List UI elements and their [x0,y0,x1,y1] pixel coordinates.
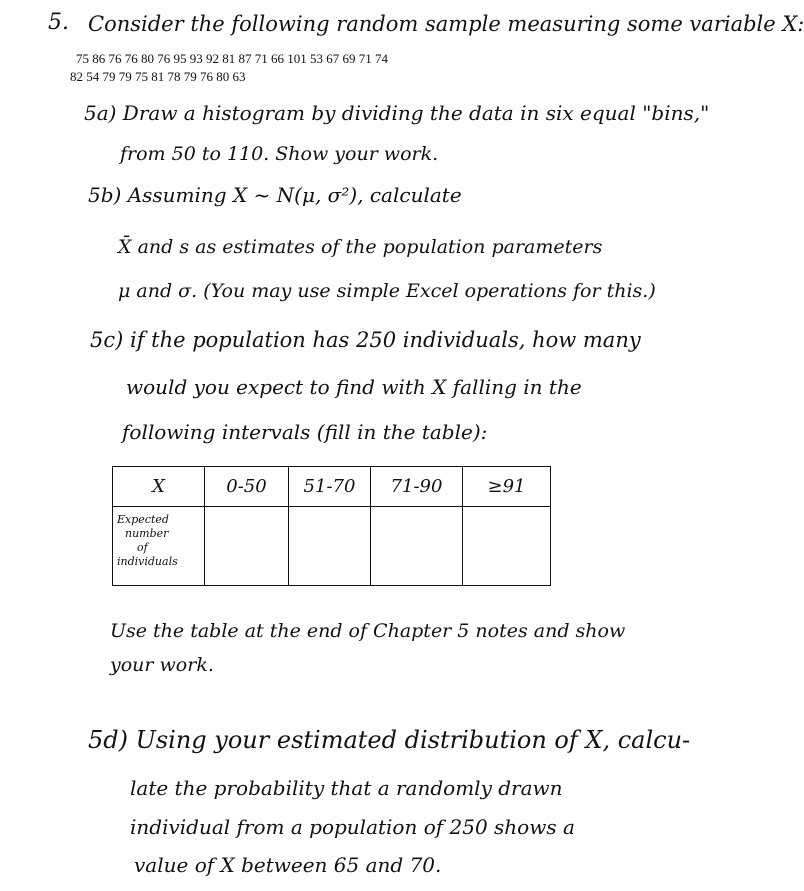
table-row-label [113,507,205,586]
part-5d-line-1: 5d) Using your estimated distribution of X, calcu- [88,726,691,754]
part-5a-line-2: from 50 to 110. Show your work. [120,143,439,165]
table-header-interval: 71-90 [371,467,463,507]
row-label-line: individuals [117,555,178,569]
interval-table-container [112,466,550,588]
table-header-row [113,467,551,507]
part-5d-line-4: value of X between 65 and 70. [134,853,442,877]
problem-intro: Consider the following random sample measuring some variable X: [88,12,804,36]
part-5b-line-3: μ and σ. (You may use simple Excel operations for this.) [118,280,656,302]
part-5d-line-2: late the probability that a randomly drawn [130,776,563,800]
sample-data-line-1: 75 86 76 76 80 76 95 93 92 81 87 71 66 101 53 67 69 71 74 [76,51,388,66]
part-5c-line-1: 5c) if the population has 250 individuals, how many [90,328,641,352]
table-header-interval: ≥91 [463,467,551,507]
interval-table [112,466,551,586]
sample-data-line-2: 82 54 79 79 75 81 78 79 76 80 63 [70,69,246,84]
part-5c-line-2: would you expect to find with X falling in the [126,375,582,399]
table-cell-empty [371,507,463,586]
table-header-interval: 0-50 [205,467,289,507]
row-label-line: Expected [117,513,169,527]
table-cell-empty [205,507,289,586]
part-5a-line-1: 5a) Draw a histogram by dividing the data in six equal "bins," [84,101,710,125]
table-header-x: X [113,467,205,507]
table-cell-empty [289,507,371,586]
note-line-2: your work. [110,654,214,676]
table-header-interval: 51-70 [289,467,371,507]
row-label-line: of [137,541,148,555]
note-line-1: Use the table at the end of Chapter 5 notes and show [110,620,626,642]
problem-number: 5. [48,10,69,35]
part-5d-line-3: individual from a population of 250 shows a [130,815,575,839]
table-cell-empty [463,507,551,586]
part-5c-line-3: following intervals (fill in the table): [122,420,488,444]
row-label-line: number [125,527,169,541]
part-5b-line-1: 5b) Assuming X ~ N(μ, σ²), calculate [88,183,462,207]
part-5b-line-2: X̄ and s as estimates of the population parameters [118,236,603,258]
table-row [113,507,551,586]
